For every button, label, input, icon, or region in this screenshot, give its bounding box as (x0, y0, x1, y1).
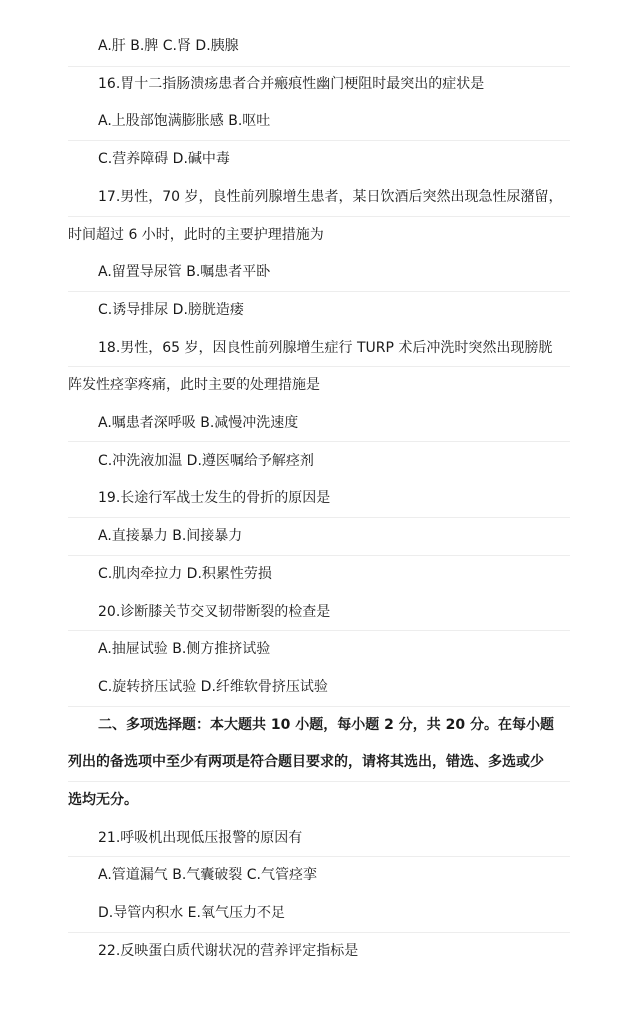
question-line: 16.胃十二指肠溃疡患者合并瘢痕性幽门梗阻时最突出的症状是 (98, 76, 485, 92)
option-line: A.嘱患者深呼吸 B.减慢冲洗速度 (98, 415, 299, 431)
option-line: D.导管内积水 E.氧气压力不足 (98, 905, 285, 921)
question-line: 17.男性，70 岁，良性前列腺增生患者，某日饮酒后突然出现急性尿潴留， (98, 189, 563, 205)
section-heading: 列出的备选项中至少有两项是符合题目要求的，请将其选出，错选、多选或少 (68, 754, 544, 770)
divider (68, 781, 570, 782)
option-line: A.肝 B.脾 C.肾 D.胰腺 (98, 38, 239, 54)
option-line: C.诱导排尿 D.膀胱造瘘 (98, 302, 244, 318)
divider (68, 66, 570, 67)
section-heading: 二、多项选择题：本大题共 10 小题，每小题 2 分，共 20 分。在每小题 (98, 717, 554, 733)
divider (68, 932, 570, 933)
question-line: 21.呼吸机出现低压报警的原因有 (98, 830, 303, 846)
question-line: 20.诊断膝关节交叉韧带断裂的检查是 (98, 604, 331, 620)
divider (68, 630, 570, 631)
divider (68, 441, 570, 442)
divider (68, 517, 570, 518)
divider (68, 291, 570, 292)
question-line: 19.长途行军战士发生的骨折的原因是 (98, 490, 331, 506)
option-line: C.冲洗液加温 D.遵医嘱给予解痉剂 (98, 453, 314, 469)
option-line: C.营养障碍 D.碱中毒 (98, 151, 230, 167)
option-line: A.管道漏气 B.气囊破裂 C.气管痉挛 (98, 867, 317, 883)
question-line: 22.反映蛋白质代谢状况的营养评定指标是 (98, 943, 359, 959)
option-line: C.旋转挤压试验 D.纤维软骨挤压试验 (98, 679, 328, 695)
question-line: 阵发性痉挛疼痛，此时主要的处理措施是 (68, 377, 320, 393)
option-line: A.抽屉试验 B.侧方推挤试验 (98, 641, 271, 657)
question-line: 18.男性，65 岁，因良性前列腺增生症行 TURP 术后冲洗时突然出现膀胱 (98, 340, 553, 356)
divider (68, 140, 570, 141)
divider (68, 216, 570, 217)
divider (68, 366, 570, 367)
divider (68, 706, 570, 707)
divider (68, 555, 570, 556)
section-heading: 选均无分。 (68, 792, 138, 808)
option-line: A.留置导尿管 B.嘱患者平卧 (98, 264, 271, 280)
option-line: A.上股部饱满膨胀感 B.呕吐 (98, 113, 271, 129)
divider (68, 856, 570, 857)
option-line: A.直接暴力 B.间接暴力 (98, 528, 243, 544)
option-line: C.肌肉牵拉力 D.积累性劳损 (98, 566, 272, 582)
question-line: 时间超过 6 小时，此时的主要护理措施为 (68, 227, 324, 243)
